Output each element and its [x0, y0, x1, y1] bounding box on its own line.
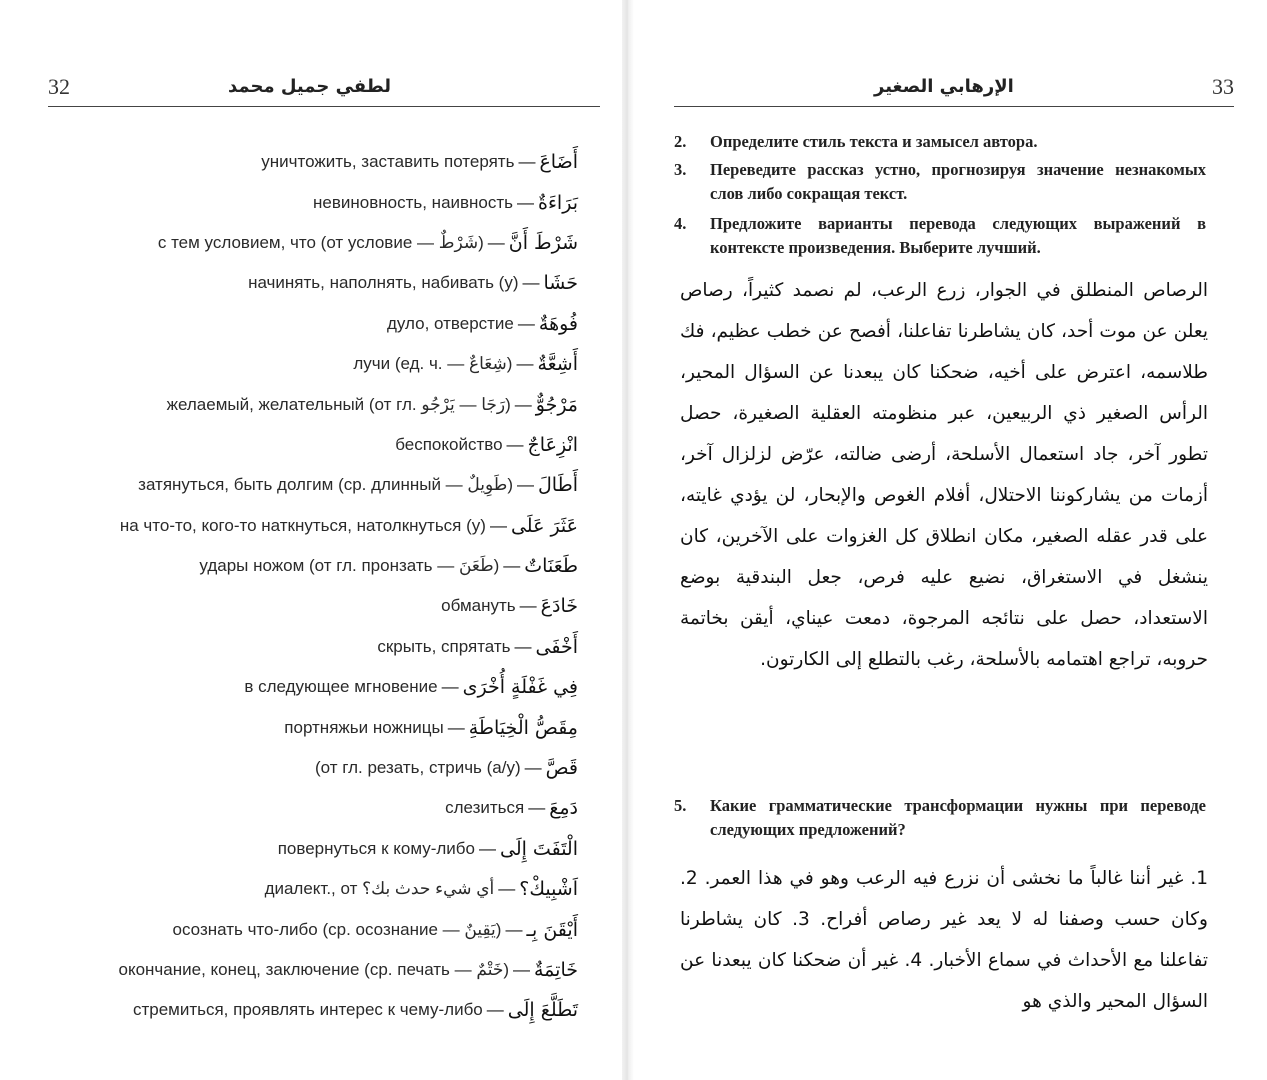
russian-translation: затянуться, быть долгим (ср. длинный — طَوِيلٌ) — [138, 475, 513, 495]
left-page — [0, 0, 622, 1080]
arabic-sentences: 1. غير أننا غالباً ما نخشى أن نزرع فيه الرعب وهو في هذا العمر. 2. وكان حسب وصفنا له لا يعد غير رصاص أفراح. 3. كان يشاطرنا تفاعلنا مع الأحداث في سماع الأخبار. 4. غير أن ضحكنا كان يبعدنا عن السؤال المحير والذي هو — [680, 868, 1208, 1012]
arabic-headword: خَادَعَ — [540, 595, 578, 618]
task-number: 4. — [674, 214, 687, 233]
page-number-right: 33 — [1212, 74, 1234, 99]
em-dash-separator: — — [522, 273, 540, 293]
left-running-head — [48, 70, 600, 102]
arabic-headword: أَضَاعَ — [539, 151, 578, 174]
russian-translation: уничтожить, заставить потерять — [261, 152, 515, 172]
arabic-headword: عَثَرَ عَلَى — [510, 514, 578, 537]
russian-translation: удары ножом (от гл. пронзать — طَعَنَ) — [199, 556, 500, 576]
task-item-3 — [674, 158, 1206, 206]
russian-translation: дуло, отверстие — [386, 313, 514, 333]
russian-translation: (от гл. резать, стричь (а/у) — [315, 758, 521, 778]
arabic-headword: اَشْبِيكْ؟ — [519, 878, 578, 901]
vocabulary-entry — [48, 586, 578, 626]
russian-translation: повернуться к кому-либо — [277, 838, 475, 858]
em-dash-separator: — — [489, 515, 507, 535]
right-page — [634, 0, 1267, 1080]
arabic-headword: قَصَّ — [545, 757, 578, 780]
em-dash-separator: — — [447, 717, 465, 737]
arabic-headword: الْتَفَتَ إِلَى — [499, 837, 578, 860]
em-dash-separator: — — [498, 879, 516, 899]
arabic-headword: أَطَالَ — [538, 474, 578, 497]
russian-translation: на что-то, кого-то наткнуться, натолкнуться (у) — [119, 515, 486, 535]
em-dash-separator: — — [517, 313, 535, 333]
russian-translation: начинять, наполнять, набивать (у) — [248, 273, 519, 293]
vocabulary-entry — [48, 344, 578, 384]
arabic-headword: فُوهَةٌ — [538, 312, 578, 335]
arabic-headword: أَيْقَنَ بِـ — [526, 918, 578, 941]
russian-translation: диалект., от أي شيء حدث بك؟ — [264, 879, 495, 899]
vocabulary-entry — [48, 465, 578, 505]
arabic-headword: مَرْجُوٌّ — [535, 393, 578, 416]
vocabulary-entry — [48, 990, 578, 1030]
russian-translation: слезиться — [445, 798, 525, 818]
arabic-headword: فِي غَفْلَةٍ أُخْرَى — [462, 676, 578, 699]
header-story-title: الإرهابي الصغير — [874, 76, 1014, 97]
vocabulary-entry — [48, 627, 578, 667]
right-running-head — [674, 70, 1234, 102]
vocabulary-entry — [48, 304, 578, 344]
task-item-5 — [674, 794, 1206, 842]
em-dash-separator: — — [514, 636, 532, 656]
vocabulary-entry — [48, 182, 578, 222]
vocabulary-entry — [48, 748, 578, 788]
vocabulary-entry — [48, 546, 578, 586]
task-text: Предложите варианты перевода следующих выражений в контексте произведения. Выберите лучший. — [710, 214, 1206, 257]
russian-translation: скрыть, спрятать — [377, 636, 511, 656]
page-number-left: 32 — [48, 74, 70, 99]
task-number: 5. — [674, 796, 687, 815]
header-rule — [48, 106, 600, 107]
header-author-name: لطفي جميل محمد — [228, 76, 392, 97]
task-text: Переведите рассказ устно, прогнозируя значение незнакомых слов либо сокращая текст. — [710, 160, 1206, 203]
russian-translation: портняжьи ножницы — [284, 717, 444, 737]
arabic-headword: دَمِعَ — [549, 797, 578, 820]
vocabulary-entry — [48, 829, 578, 869]
em-dash-separator: — — [486, 1000, 504, 1020]
vocabulary-entry — [48, 707, 578, 747]
task-text: Какие грамматические трансформации нужны при переводе следующих предложений? — [710, 796, 1206, 839]
russian-translation: невиновность, наивность — [313, 192, 514, 212]
vocabulary-entry — [48, 950, 578, 990]
arabic-expressions-passage: الرصاص المنطلق في الجوار، زرع الرعب، لم نصمد كثيراً، رصاص يعلن عن موت أحد، كان يشاطرنا تفاعلنا، أفصح عن خطب عظيم، فك طلاسمه، اعترض على أخيه، ضحكنا كان يبعدنا عن السؤال المحير، الرأس الصغير ذي الربيعين، عبر منظومته العقلية الصغيرة، حصل تطور آخر، جاد استعمال الأسلحة، أرضى ضالته، عرّض لزلزال آخر، أزمات من يشاركوننا الاحتلال، أفلام الغوص والإبحار، لن يؤدي غايته، على قدر عقله الصغير، مكان انطلاق كل الغزوات على الآخرين، كان ينشغل في الاستغراق، نضيع عليه فرص، جعل البندقية بوضع الاستعداد، حصل على نتائجه المرجوة، دمعت عيناي، أيقن بخاتمة حروبه، تراجع اهتمامه بالأسلحة، رغب بالتطلع إلى الكارتون. — [680, 280, 1208, 670]
russian-translation: беспокойство — [395, 434, 503, 454]
em-dash-separator: — — [516, 354, 534, 374]
em-dash-separator: — — [517, 475, 534, 495]
arabic-headword: مِقَصُّ الْخِيَاطَةِ — [468, 716, 578, 739]
task-number: 2. — [674, 132, 687, 151]
em-dash-separator: — — [441, 677, 459, 697]
vocabulary-entry — [48, 263, 578, 303]
arabic-headword: طَعَنَاتٌ — [524, 555, 578, 578]
em-dash-separator: — — [514, 394, 532, 414]
em-dash-separator: — — [518, 152, 536, 172]
task-item-4 — [674, 212, 1206, 260]
russian-translation: осознать что-либо (ср. осознание — يَقِينٌ) — [172, 919, 502, 939]
task-number: 3. — [674, 160, 687, 179]
vocabulary-entry — [48, 667, 578, 707]
arabic-headword: شَرْطَ أَنَّ — [508, 231, 578, 254]
task-text: Определите стиль текста и замысел автора. — [710, 132, 1038, 151]
arabic-headword: بَرَاءَةٌ — [538, 191, 578, 214]
header-rule — [674, 106, 1234, 107]
em-dash-separator: — — [528, 798, 546, 818]
arabic-headword: أَخْفَى — [535, 635, 578, 658]
vocabulary-entry — [48, 142, 578, 182]
russian-translation: окончание, конец, заключение (ср. печать — خَتْمٌ) — [118, 960, 509, 979]
vocabulary-entry — [48, 909, 578, 949]
russian-translation: желаемый, желательный (от гл. رَجَا — يَرْجُو) — [166, 394, 511, 414]
arabic-headword: انْزِعَاجٌ — [527, 433, 578, 456]
russian-translation: стремиться, проявлять интерес к чему-либо — [132, 1000, 483, 1020]
russian-translation: обмануть — [441, 596, 516, 616]
vocabulary-entry — [48, 223, 578, 263]
arabic-headword: أَشِعَّةٌ — [537, 353, 578, 376]
em-dash-separator: — — [503, 556, 521, 576]
em-dash-separator: — — [524, 758, 542, 778]
russian-translation: в следующее мгновение — [244, 677, 438, 697]
book-gutter — [622, 0, 634, 1080]
arabic-headword: حَشَا — [543, 272, 578, 295]
em-dash-separator: — — [513, 960, 530, 979]
em-dash-separator: — — [487, 232, 505, 252]
russian-translation: с тем условием, что (от условие — شَرْطٌ) — [157, 232, 484, 252]
em-dash-separator: — — [506, 434, 524, 454]
russian-translation: лучи (ед. ч. — شِعَاعٌ) — [353, 354, 513, 374]
vocabulary-entry — [48, 506, 578, 546]
arabic-headword: تَطَلَّعَ إِلَى — [507, 999, 578, 1022]
em-dash-separator: — — [517, 192, 535, 212]
em-dash-separator: — — [478, 838, 496, 858]
arabic-headword: خَاتِمَةٌ — [534, 959, 578, 981]
vocabulary-entry — [48, 384, 578, 424]
vocabulary-entry — [48, 788, 578, 828]
task-item-2 — [674, 130, 1206, 154]
em-dash-separator: — — [505, 919, 523, 939]
vocabulary-entry — [48, 425, 578, 465]
vocabulary-entry — [48, 869, 578, 909]
vocabulary-list — [48, 142, 578, 1031]
em-dash-separator: — — [519, 596, 537, 616]
